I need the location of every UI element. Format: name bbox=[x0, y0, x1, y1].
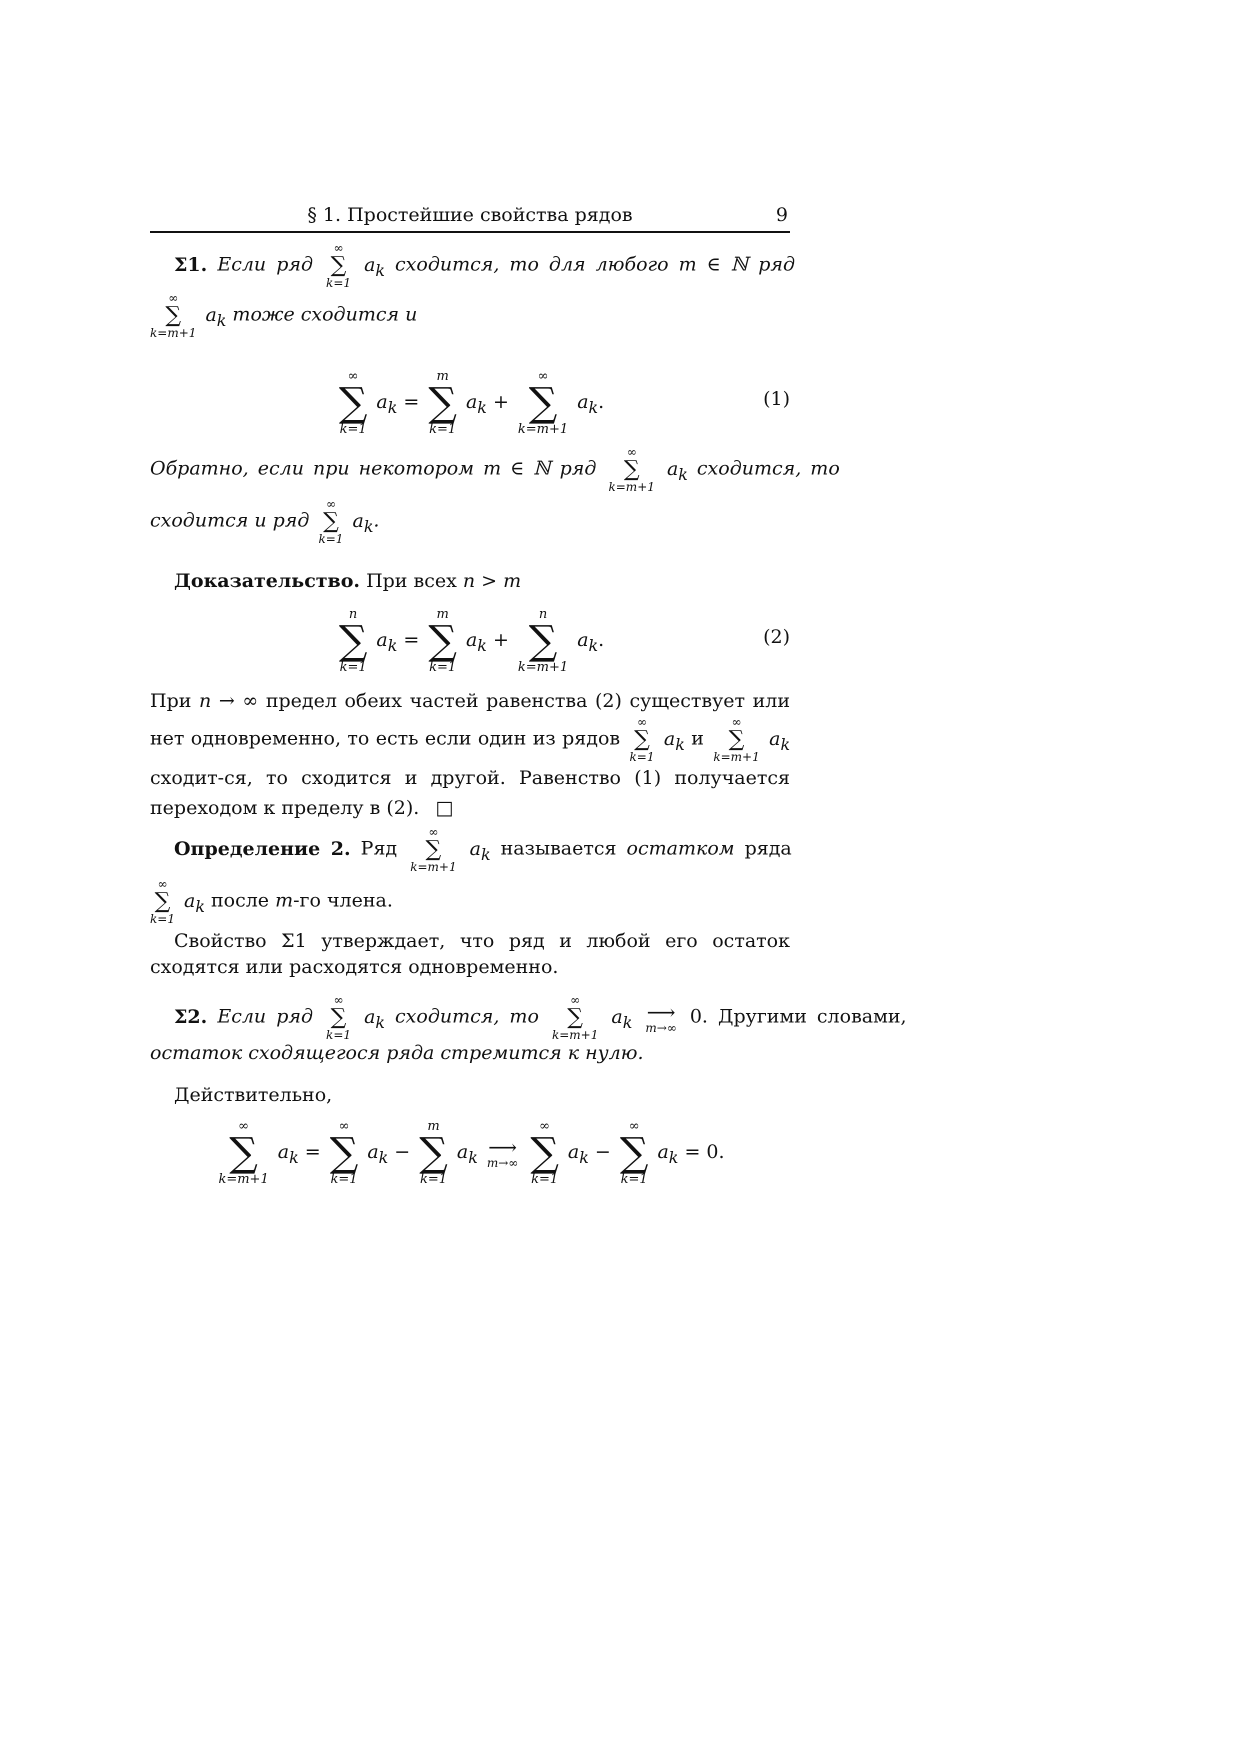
header-rule bbox=[150, 231, 790, 233]
sum-symbol: ∞ ∑ k=m+1 bbox=[517, 369, 569, 437]
sum-symbol: ∞ ∑ k=m+1 bbox=[150, 291, 197, 341]
limit-arrow: ⟶ m→∞ bbox=[486, 1135, 519, 1170]
sum-symbol: ∞ ∑ k=1 bbox=[329, 1119, 359, 1187]
proof-label: Доказательство. bbox=[174, 570, 361, 592]
a-k: $a_k$ bbox=[364, 253, 385, 280]
equation-2: n ∑ k=1 $a_k$ = m ∑ k=1 $a_k$ + n ∑ k=m+1 $a_k$. (2) bbox=[338, 607, 790, 675]
definition-term: остатком bbox=[626, 837, 735, 860]
s1-text: сходится, то для любого bbox=[395, 253, 669, 276]
s1-line-2 bbox=[150, 292, 790, 339]
equation-number: (1) bbox=[763, 388, 790, 410]
equation-number: (2) bbox=[763, 626, 790, 648]
sum-symbol: n ∑ k=m+1 bbox=[517, 607, 569, 675]
s1-converse-1: Обратно, если при некотором m ∈ ℕ ряд ∞ ∑ k=m+1 $a_k$ сходится, то bbox=[150, 445, 840, 495]
sum-symbol: m ∑ k=1 bbox=[419, 1119, 448, 1187]
sum-symbol: n ∑ k=1 bbox=[338, 607, 368, 675]
sum-symbol: ∞ ∑ k=1 bbox=[629, 715, 655, 765]
sum-symbol: ∞ ∑ k=m+1 bbox=[410, 825, 457, 875]
section-title: § 1. Простейшие свойства рядов bbox=[307, 204, 633, 226]
definition-label: Определение 2. bbox=[174, 837, 351, 860]
s2-text: Если ряд bbox=[217, 1005, 313, 1028]
sum-symbol: m ∑ k=1 bbox=[428, 607, 457, 675]
s2-line-1: Σ2. Если ряд ∞ ∑ k=1 $a_k$ сходится, то ∞ ∑ k=m+1 $a_k$ ⟶ m→∞ 0. Другими словами, bbox=[174, 993, 907, 1043]
definition-text: ряда bbox=[744, 837, 792, 860]
definition-2-line-1: Определение 2. Ряд ∞ ∑ k=m+1 $a_k$ называется остатком ряда bbox=[174, 825, 792, 875]
math-inline: m ∈ ℕ bbox=[678, 253, 749, 276]
s1-text: тоже сходится и bbox=[232, 303, 418, 326]
definition-text: Ряд bbox=[360, 837, 398, 860]
proof-text: и bbox=[691, 727, 704, 750]
sum-symbol: m ∑ k=1 bbox=[428, 369, 457, 437]
a-k: $a_k$ bbox=[205, 303, 227, 330]
proof-text: При всех bbox=[366, 570, 457, 592]
sum-symbol: ∞ ∑ k=m+1 bbox=[608, 445, 655, 495]
page bbox=[150, 0, 907, 1755]
math-inline: n > m bbox=[462, 570, 522, 592]
s1-label: Σ1. bbox=[174, 253, 208, 276]
s2-text: Другими словами, bbox=[718, 1005, 907, 1028]
sum-symbol: ∞ ∑ k=m+1 bbox=[218, 1119, 269, 1187]
sum-symbol: ∞ ∑ k=m+1 bbox=[713, 715, 760, 765]
definition-text: называется bbox=[500, 837, 617, 860]
s1-text: Обратно, если при некотором bbox=[150, 457, 475, 480]
equation-final: ∞ ∑ k=m+1 $a_k$ = ∞ ∑ k=1 $a_k$ − m ∑ k=1 $a_k$ ⟶ m→∞ ∞ ∑ k=1 $a_k$ − ∞ ∑ k=1 $a_k = 0$. bbox=[218, 1119, 725, 1187]
limit-arrow: ⟶ m→∞ bbox=[645, 999, 677, 1035]
math-inline: m ∈ ℕ bbox=[483, 457, 551, 480]
proof-intro bbox=[150, 568, 790, 594]
sum-symbol: ∞ ∑ k=m+1 bbox=[551, 993, 599, 1043]
s2-line-2 bbox=[150, 1040, 790, 1066]
property-paragraph: Свойство Σ1 утверждает, что ряд и любой его остаток сходятся или расходятся одновременно. bbox=[150, 930, 790, 978]
definition-text: после bbox=[210, 889, 270, 912]
s1-text: ряд bbox=[559, 457, 597, 480]
sum-symbol: ∞ ∑ k=1 bbox=[326, 993, 352, 1043]
qed-symbol: □ bbox=[435, 797, 454, 820]
sum-symbol: ∞ ∑ k=1 bbox=[338, 369, 368, 437]
s2-text: сходится, то bbox=[395, 1005, 539, 1028]
s1-text: сходится и ряд bbox=[150, 509, 310, 532]
s1-text: Если ряд bbox=[217, 253, 313, 276]
equation-1: ∞ ∑ k=1 $a_k$ = m ∑ k=1 $a_k$ + ∞ ∑ k=m+1 $a_k$. (1) bbox=[338, 369, 790, 437]
running-header bbox=[150, 200, 790, 230]
s2-text: остаток сходящегося ряда стремится к нулю. bbox=[150, 1042, 644, 1064]
proof-text: сходит-ся, то сходится и другой. Равенство (1) получается переходом к пределу в (2). bbox=[150, 767, 790, 820]
sum-symbol: ∞ ∑ k=1 bbox=[318, 497, 344, 547]
s1-text: сходится, то bbox=[696, 457, 840, 480]
sum-symbol: ∞ ∑ k=1 bbox=[530, 1119, 559, 1187]
page-number: 9 bbox=[775, 204, 788, 226]
s1-line-1 bbox=[150, 241, 795, 291]
sum-symbol: ∞ ∑ k=1 bbox=[326, 241, 352, 291]
indeed-text: Действительно, bbox=[174, 1084, 333, 1106]
sum-symbol: ∞ ∑ k=1 bbox=[619, 1119, 649, 1187]
proof-text: При bbox=[150, 690, 192, 712]
sum-symbol: ∞ ∑ k=1 bbox=[150, 877, 175, 927]
definition-2-line-2: ∞ ∑ k=1 $a_k$ после m-го члена. bbox=[150, 877, 393, 927]
proof-paragraph: При n → ∞ предел обеих частей равенства (2) существует или нет одновременно, то есть если один из рядов ∞ ∑ k=1 $a_k$ и ∞ ∑ k=m+1 $a_k$ сходит-ся, то сходится и другой. Равенство (1) получается переходом к пределу в (2). □ bbox=[150, 690, 791, 820]
s1-text: ряд bbox=[758, 253, 795, 276]
s2-label: Σ2. bbox=[174, 1005, 208, 1028]
math-inline: n → ∞ bbox=[199, 690, 259, 712]
proof-text: предел обеих частей равенства (2) существует или нет одновременно, то есть если один из рядов bbox=[150, 690, 791, 750]
definition-text: -го члена. bbox=[293, 889, 393, 912]
s1-converse-2: сходится и ряд ∞ ∑ k=1 $a_k$. bbox=[150, 497, 380, 547]
